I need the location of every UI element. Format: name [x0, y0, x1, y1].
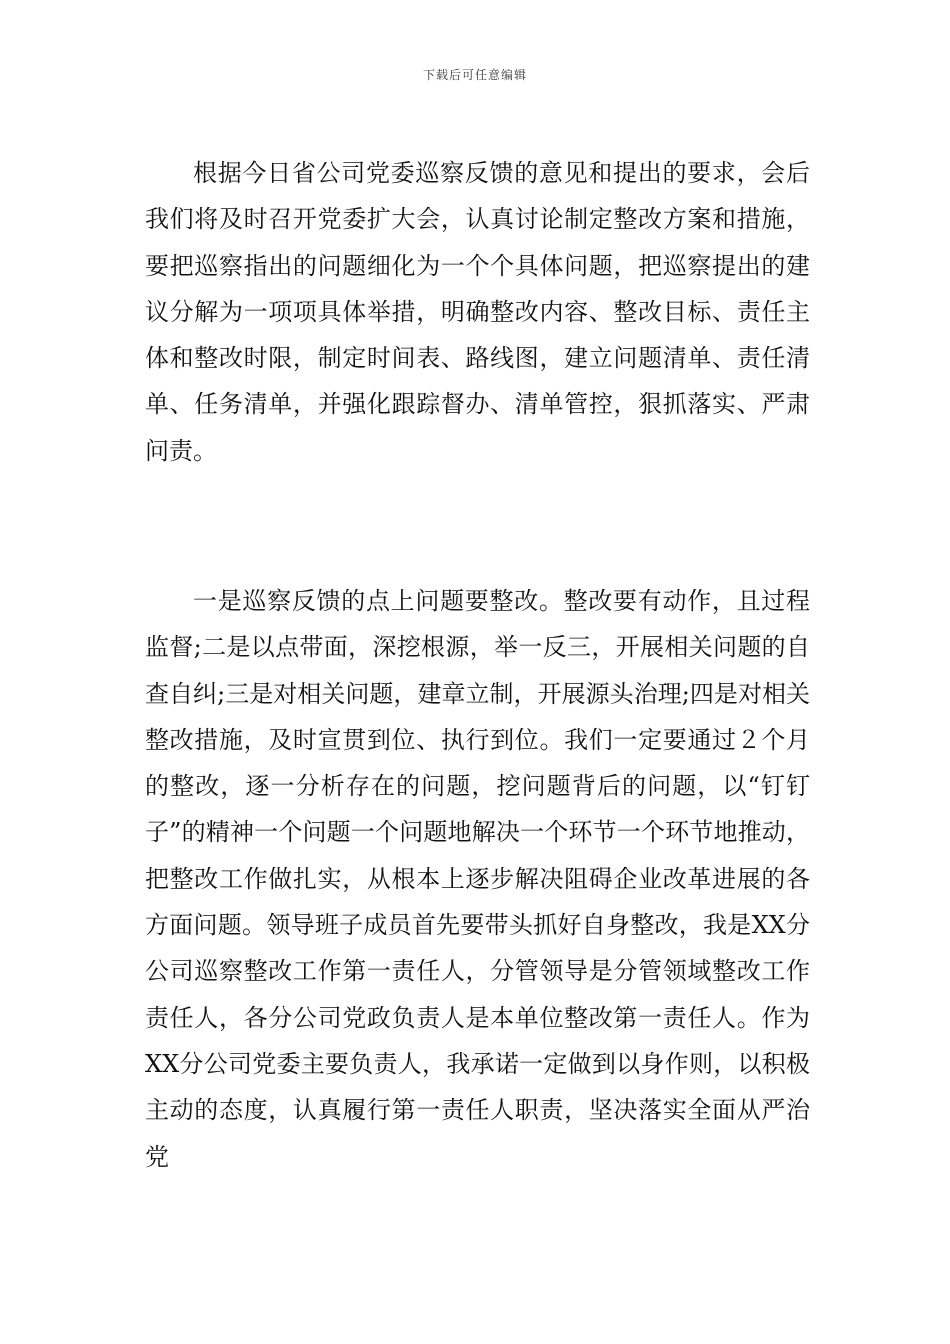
paragraph-2: 一是巡察反馈的点上问题要整改。整改要有动作，且过程监督;二是以点带面，深挖根源，举一反三，开展相关问题的自查自纠;三是对相关问题，建章立制，开展源头治理;四是对相关整改措施，及时宣贯到位、执行到位。我们一定要通过２个月的整改，逐一分析存在的问题，挖问题背后的问题，以“钉钉子”的精神一个问题一个问题地解决一个环节一个环节地推动，把整改工作做扎实，从根本上逐步解决阻碍企业改革进展的各方面问题。领导班子成员首先要带头抓好自身整改，我是XX分公司巡察整改工作第一责任人，分管领导是分管领域整改工作责任人，各分公司党政负责人是本单位整改第一责任人。作为XX分公司党委主要负责人，我承诺一定做到以身作则，以积极主动的态度，认真履行第一责任人职责，坚决落实全面从严治党: [145, 587, 810, 1171]
paragraph-block-2: [145, 578, 810, 1180]
paragraph-block-1: [145, 150, 810, 474]
paragraph-1: 根据今日省公司党委巡察反馈的意见和提出的要求，会后我们将及时召开党委扩大会，认真讨论制定整改方案和措施，要把巡察指出的问题细化为一个个具体问题，把巡察提出的建议分解为一项项具体举措，明确整改内容、整改目标、责任主体和整改时限，制定时间表、路线图，建立问题清单、责任清单、任务清单，并强化跟踪督办、清单管控，狠抓落实、严肃问责。: [145, 159, 810, 465]
header-note: 下载后可任意编辑: [422, 68, 527, 82]
